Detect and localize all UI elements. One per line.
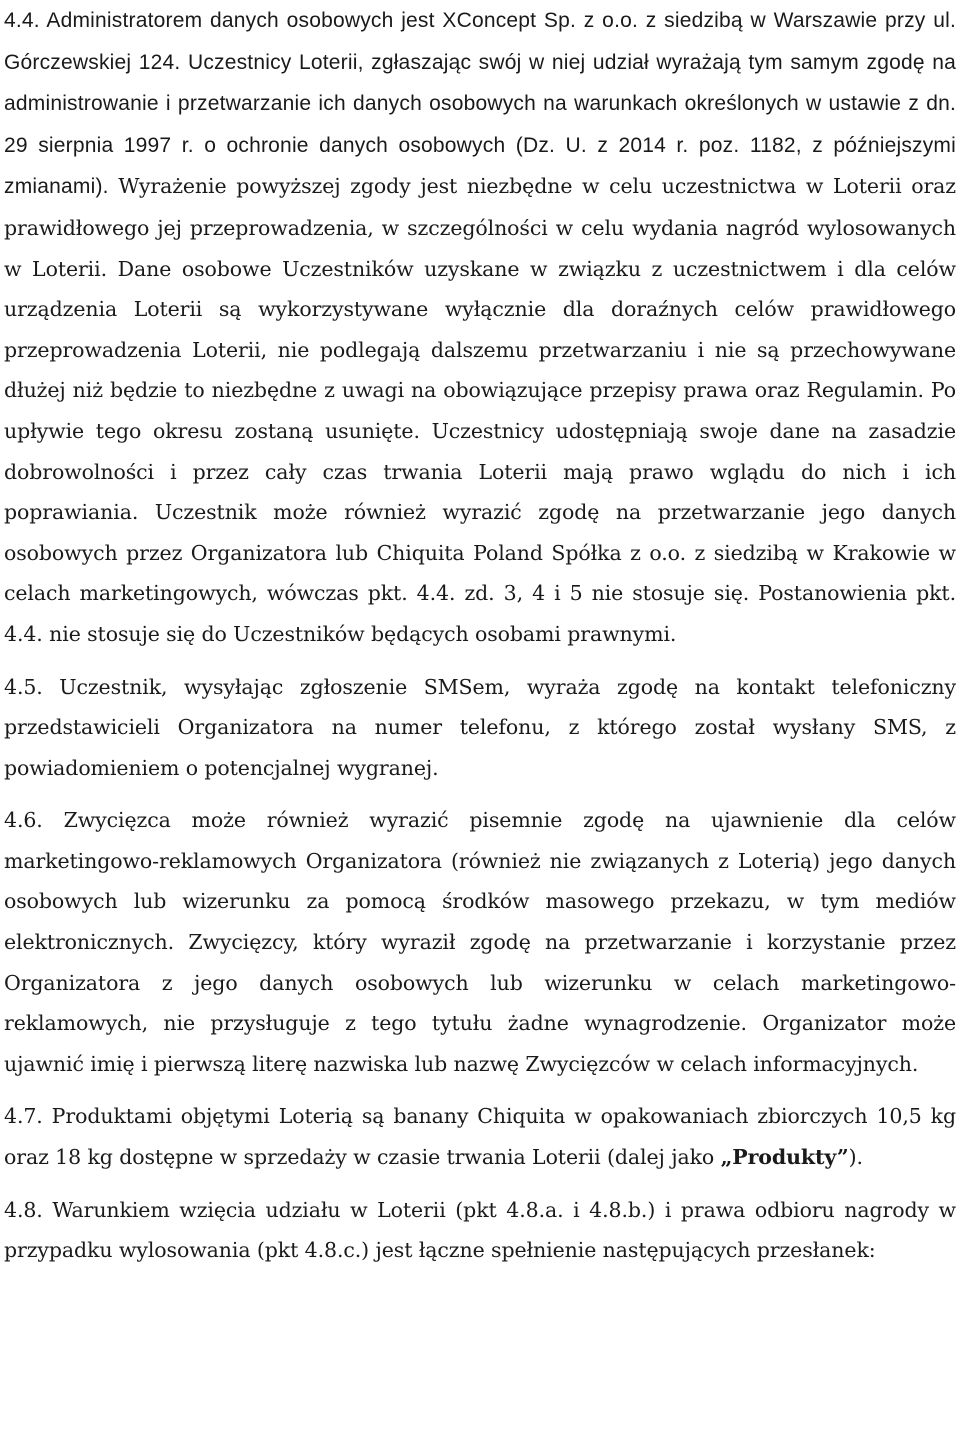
paragraph-4-7-end: ). (848, 1145, 863, 1170)
paragraph-4-4-body: Wyrażenie powyższej zgody jest niezbędne w celu uczestnictwa w Loterii oraz prawidłowego jej przeprowadzenia, w szczególności w celu wydania nagród wylosowanych w Loterii. Dane osobowe Uczestników uzyskane w związku z uczestnictwem i dla celów urządzenia Loterii są wykorzystywane wyłącznie dla doraźnych celów prawidłowego przeprowadzenia Loterii, nie podlegają dalszemu przetwarzaniu i nie są przechowywane dłużej niż będzie to niezbędne z uwagi na obowiązujące przepisy prawa oraz Regulamin. Po upływie tego okresu zostaną usunięte. Uczestnicy udostępniają swoje dane na zasadzie dobrowolności i przez cały czas trwania Loterii mają prawo wglądu do nich i ich poprawiania. Uczestnik może również wyrazić zgodę na przetwarzanie jego danych osobowych przez Organizatora lub Chiquita Poland Spółka z o.o. z siedzibą w Krakowie w celach marketingowych, wówczas pkt. 4.4. zd. 3, 4 i 5 nie stosuje się. Postanowienia pkt. 4.4. nie stosuje się do Uczestników będących osobami prawnymi. (4, 174, 956, 646)
paragraph-4-4 (4, 0, 956, 655)
paragraph-4-8: 4.8. Warunkiem wzięcia udziału w Loterii (pkt 4.8.a. i 4.8.b.) i prawa odbioru nagrody w przypadku wylosowania (pkt 4.8.c.) jest łączne spełnienie następujących przesłanek: (4, 1197, 956, 1263)
paragraph-4-5: 4.5. Uczestnik, wysyłając zgłoszenie SMSem, wyraża zgodę na kontakt telefoniczny przedstawicieli Organizatora na numer telefonu, z którego został wysłany SMS, z powiadomieniem o potencjalnej wygranej. (4, 674, 956, 780)
paragraph-4-4-lead: 4.4. Administratorem danych osobowych jest XConcept Sp. z o.o. z siedzibą w Warszawie przy ul. Górczewskiej 124. Uczestnicy Loterii, zgłaszając swój w niej udział wyrażają tym samym zgodę na administrowanie i przetwarzanie ich danych osobowych na warunkach określonych w ustawie z dn. 29 sierpnia 1997 r. o ochronie danych osobowych (Dz. U. z 2014 r. poz. 1182, z późniejszymi zmianami). (4, 9, 956, 199)
paragraph-4-7-text: 4.7. Produktami objętymi Loterią są banany Chiquita w opakowaniach zbiorczych 10,5 kg oraz 18 kg dostępne w sprzedaży w czasie trwania Loterii (dalej jako (4, 1104, 956, 1170)
defined-term-produkty: „Produkty” (720, 1145, 849, 1170)
paragraph-4-6: 4.6. Zwycięzca może również wyrazić pisemnie zgodę na ujawnienie dla celów marketingowo-reklamowych Organizatora (również nie związanych z Loterią) jego danych osobowych lub wizerunku za pomocą środków masowego przekazu, w tym mediów elektronicznych. Zwycięzcy, który wyraził zgodę na przetwarzanie i korzystanie przez Organizatora z jego danych osobowych lub wizerunku w celach marketingowo-reklamowych, nie przysługuje z tego tytułu żadne wynagrodzenie. Organizator może ujawnić imię i pierwszą literę nazwiska lub nazwę Zwycięzców w celach informacyjnych. (4, 808, 956, 1076)
document-page (4, 0, 956, 1271)
paragraph-4-7 (4, 1096, 956, 1177)
